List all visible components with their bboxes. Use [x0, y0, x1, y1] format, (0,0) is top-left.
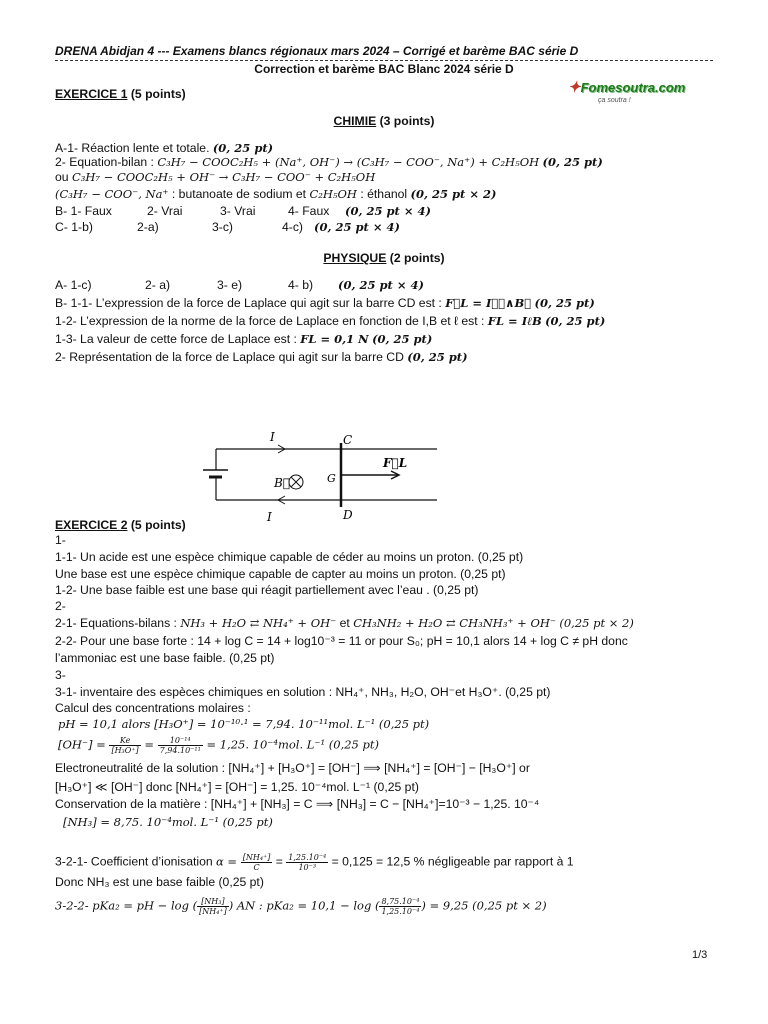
- ex2-q31d: [OH⁻] = $\frac{Ke}{\text{[H₃O⁺]}}$ = $\frac{\text{10⁻¹⁴}}{\text{7,94.10⁻¹¹}}$ = 1,25. 10⁻⁴mol. L⁻¹ (0,25 pt): [58, 736, 379, 755]
- label-c: C: [343, 433, 353, 447]
- exercice1-heading: EXERCICE 1 (5 points): [55, 87, 186, 101]
- physique-heading: PHYSIQUE (2 points): [323, 251, 445, 265]
- logo-text: Fomesoutra.com: [580, 80, 686, 95]
- ex2-q31: 3-1- inventaire des espèces chimiques en solution : NH₄⁺, NH₃, H₂O, OH⁻et H₃O⁺. (0,25 pt): [55, 685, 551, 699]
- ex2-q31g: Conservation de la matière : [NH₄⁺] + [NH₃] = C ⟹ [NH₃] = C − [NH₄⁺]=10⁻³ − 1,25. 10⁻⁴: [55, 797, 540, 811]
- fomesoutra-logo: ✦Fomesoutra.com: [568, 79, 686, 96]
- ex2-q21: 2-1- Equations-bilans : NH₃ + H₂O ⇄ NH₄⁺ + OH⁻ et CH₃NH₂ + H₂O ⇄ CH₃NH₃⁺ + OH⁻ (0,25 pt × 2): [55, 616, 634, 630]
- exercice2-heading: EXERCICE 2 (5 points): [55, 518, 186, 532]
- ex2-q1: 1-: [55, 533, 66, 547]
- label-i-bottom: I: [267, 510, 272, 524]
- chimie-c-answers: C- 1-b) 2-a) 3-c) 4-c) (0, 25 pt × 4): [55, 220, 400, 234]
- page-number: 1/3: [692, 949, 708, 961]
- ex2-q322: 3-2-2- pKa₂ = pH − log ( $\frac{\text{[NH₃]}}{\text{[NH₄⁺]}}$ ) AN : pKa₂ = 10,1 − log ( $\frac{\text{8,75.10⁻⁴}}{\text{1,25.10⁻⁴}}$ ) = 9,25 (0,25 pt × 2): [55, 897, 547, 916]
- physique-b11: B- 1-1- L’expression de la force de Laplace qui agit sur la barre CD est : F⃗L = Iℓ⃗∧B⃗ (0, 25 pt): [55, 296, 595, 310]
- ex2-q12: 1-2- Une base faible est une base qui réagit partiellement avec l’eau . (0,25 pt): [55, 583, 479, 597]
- physique-b13: 1-3- La valeur de cette force de Laplace est : FL = 0,1 N (0, 25 pt): [55, 332, 433, 346]
- ex2-q31h: [NH₃] = 8,75. 10⁻⁴mol. L⁻¹ (0,25 pt): [63, 815, 273, 829]
- label-fl: F⃗L: [383, 456, 408, 470]
- ex2-q321: 3-2-1- Coefficient d’ionisation α = $\frac{\text{[NH₄⁺]}}{C}$ = $\frac{\text{1,25.10⁻⁴}}{\text{10⁻³}}$ = 0,125 = 12,5 % négligeable par rapport à 1: [55, 853, 574, 872]
- ex2-q2: 2-: [55, 599, 66, 613]
- label-i-top: I: [270, 430, 275, 444]
- ex2-q31f: [H₃O⁺] ≪ [OH⁻] donc [NH₄⁺] = [OH⁻] = 1,25. 10⁻⁴mol. L⁻¹ (0,25 pt): [55, 780, 419, 794]
- laplace-circuit-diagram: [190, 425, 450, 525]
- ex2-q31b: Calcul des concentrations molaires :: [55, 701, 251, 715]
- ex2-q22b: l’ammoniac est une base faible. (0,25 pt): [55, 651, 275, 665]
- chimie-a2-ou: ou C₃H₇ − COOC₂H₅ + OH⁻ → C₃H₇ − COO⁻ + C₂H₅OH: [55, 170, 376, 184]
- ex2-q321c: Donc NH₃ est une base faible (0,25 pt): [55, 875, 264, 889]
- chimie-a2-names: (C₃H₇ − COO⁻, Na⁺ : butanoate de sodium et C₂H₅OH : éthanol (0, 25 pt × 2): [55, 187, 497, 201]
- correction-subtitle: Correction et barème BAC Blanc 2024 série D: [254, 62, 514, 76]
- ex2-q31e: Electroneutralité de la solution : [NH₄⁺] + [H₃O⁺] = [OH⁻] ⟹ [NH₄⁺] = [OH⁻] − [H₃O⁺] or: [55, 761, 530, 775]
- header-divider: [55, 60, 713, 61]
- ex2-q3: 3-: [55, 668, 66, 682]
- label-d: D: [343, 508, 353, 522]
- physique-b12: 1-2- L’expression de la norme de la force de Laplace en fonction de I,B et ℓ est : FL = IℓB (0, 25 pt): [55, 314, 606, 328]
- label-b: B⃗: [274, 476, 291, 490]
- exam-header: DRENA Abidjan 4 --- Examens blancs régionaux mars 2024 – Corrigé et barème BAC série D: [55, 44, 579, 58]
- ex2-q11: 1-1- Un acide est une espèce chimique capable de céder au moins un proton. (0,25 pt): [55, 550, 524, 564]
- label-g: G: [327, 472, 336, 485]
- ex2-q31c: pH = 10,1 alors [H₃O⁺] = 10⁻¹⁰·¹ = 7,94. 10⁻¹¹mol. L⁻¹ (0,25 pt): [58, 717, 430, 731]
- chimie-a2: 2- Equation-bilan : C₃H₇ − COOC₂H₅ + (Na⁺, OH⁻) → (C₃H₇ − COO⁻, Na⁺) + C₂H₅OH (0, 25 pt): [55, 155, 603, 169]
- chimie-heading: CHIMIE (3 points): [333, 114, 435, 128]
- physique-a-answers: A- 1-c) 2- a) 3- e) 4- b) (0, 25 pt × 4): [55, 278, 424, 292]
- chimie-b-answers: B- 1- Faux 2- Vrai 3- Vrai 4- Faux (0, 25 pt × 4): [55, 204, 431, 218]
- logo-tagline: ça soutra !: [598, 97, 631, 104]
- ex2-q22: 2-2- Pour une base forte : 14 + log C = 14 + log10⁻³ = 11 or pour S₀; pH = 10,1 alors 14 + log C ≠ pH donc: [55, 634, 628, 648]
- ex2-q11b: Une base est une espèce chimique capable de capter au moins un proton. (0,25 pt): [55, 567, 506, 581]
- chimie-a1: A-1- Réaction lente et totale. (0, 25 pt): [55, 141, 274, 155]
- physique-b2: 2- Représentation de la force de Laplace qui agit sur la barre CD (0, 25 pt): [55, 350, 468, 364]
